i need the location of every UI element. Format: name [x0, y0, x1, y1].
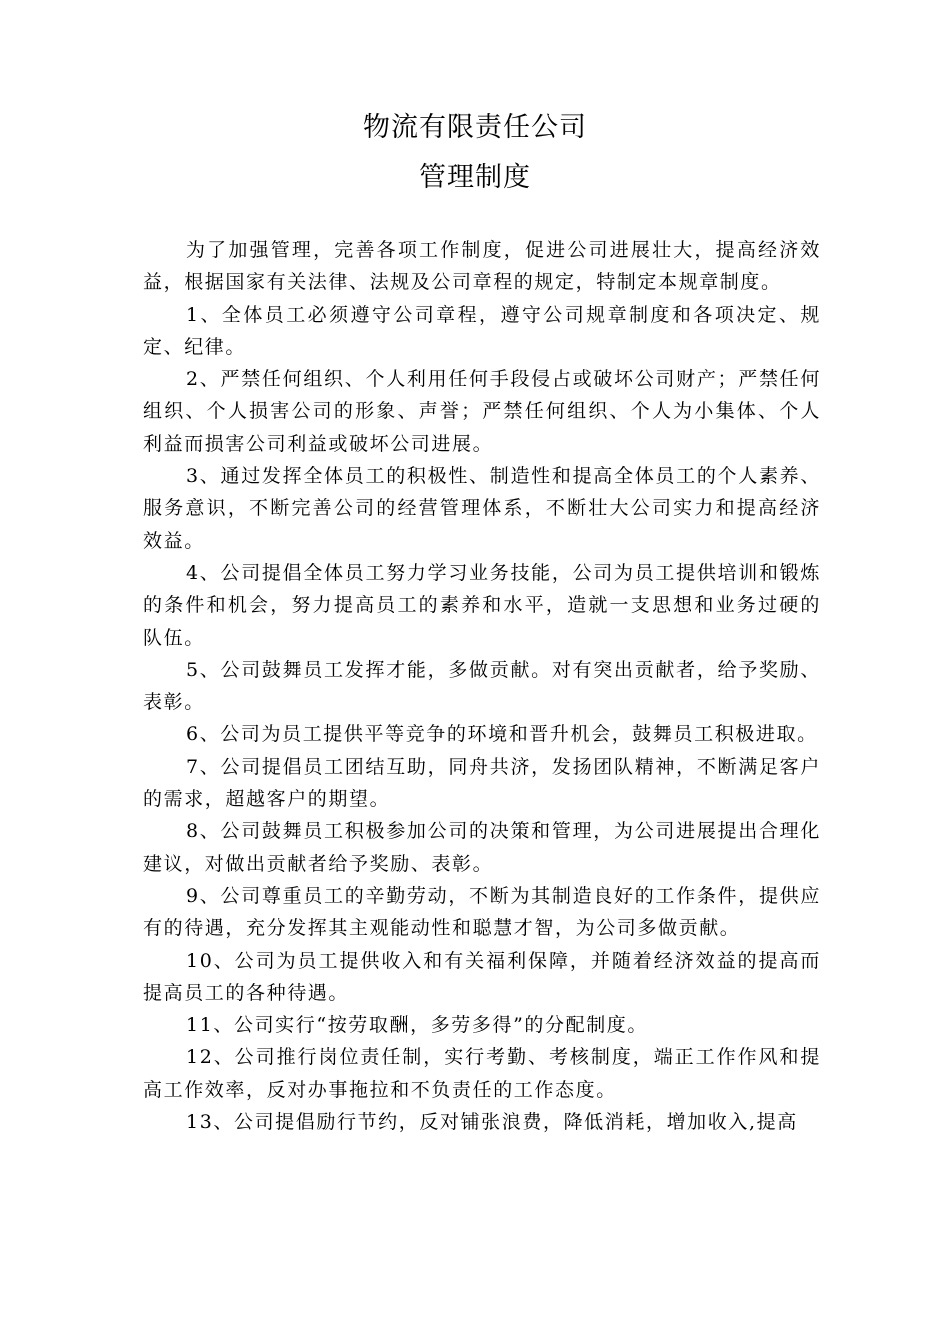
document-title: 物流有限责任公司	[363, 112, 587, 143]
rule-paragraph-10: 10、公司为员工提供收入和有关福利保障，并随着经济效益的提高而提高员工的各种待遇。	[143, 949, 821, 1004]
rule-paragraph-11: 11、公司实行“按劳取酬，多劳多得”的分配制度。	[186, 1014, 649, 1037]
rule-paragraph-1: 1、全体员工必须遵守公司章程，遵守公司规章制度和各项决定、规定、纪律。	[143, 303, 821, 358]
intro-paragraph: 为了加强管理，完善各项工作制度，促进公司进展壮大，提高经济效益，根据国家有关法律、法规及公司章程的规定，特制定本规章制度。	[143, 239, 821, 294]
rule-paragraph-8: 8、公司鼓舞员工积极参加公司的决策和管理，为公司进展提出合理化建议，对做出贡献者给予奖励、表彰。	[143, 820, 821, 875]
rule-paragraph-9: 9、公司尊重员工的辛勤劳动，不断为其制造良好的工作条件，提供应有的待遇，充分发挥其主观能动性和聪慧才智，为公司多做贡献。	[143, 884, 821, 940]
document-subtitle: 管理制度	[419, 162, 531, 193]
rule-paragraph-13: 13、公司提倡励行节约，反对铺张浪费，降低消耗，增加收入,提高	[186, 1111, 798, 1134]
rule-paragraph-6: 6、公司为员工提供平等竞争的环境和晋升机会，鼓舞员工积极进取。	[186, 723, 818, 746]
rule-paragraph-12: 12、公司推行岗位责任制，实行考勤、考核制度，端正工作作风和提高工作效率，反对办事拖拉和不负责任的工作态度。	[143, 1046, 821, 1101]
document-body	[143, 234, 821, 1138]
rule-paragraph-4: 4、公司提倡全体员工努力学习业务技能，公司为员工提供培训和锻炼的条件和机会，努力提高员工的素养和水平，造就一支思想和业务过硬的队伍。	[143, 561, 821, 649]
rule-paragraph-5: 5、公司鼓舞员工发挥才能，多做贡献。对有突出贡献者，给予奖励、表彰。	[143, 658, 821, 714]
rule-paragraph-3: 3、通过发挥全体员工的积极性、制造性和提高全体员工的个人素养、服务意识，不断完善公司的经营管理体系，不断壮大公司实力和提高经济效益。	[143, 465, 821, 552]
rule-paragraph-7: 7、公司提倡员工团结互助，同舟共济，发扬团队精神，不断满足客户的需求，超越客户的期望。	[143, 755, 821, 811]
rule-paragraph-2: 2、严禁任何组织、个人利用任何手段侵占或破坏公司财产；严禁任何组织、个人损害公司的形象、声誉；严禁任何组织、个人为小集体、个人利益而损害公司利益或破坏公司进展。	[143, 368, 821, 455]
